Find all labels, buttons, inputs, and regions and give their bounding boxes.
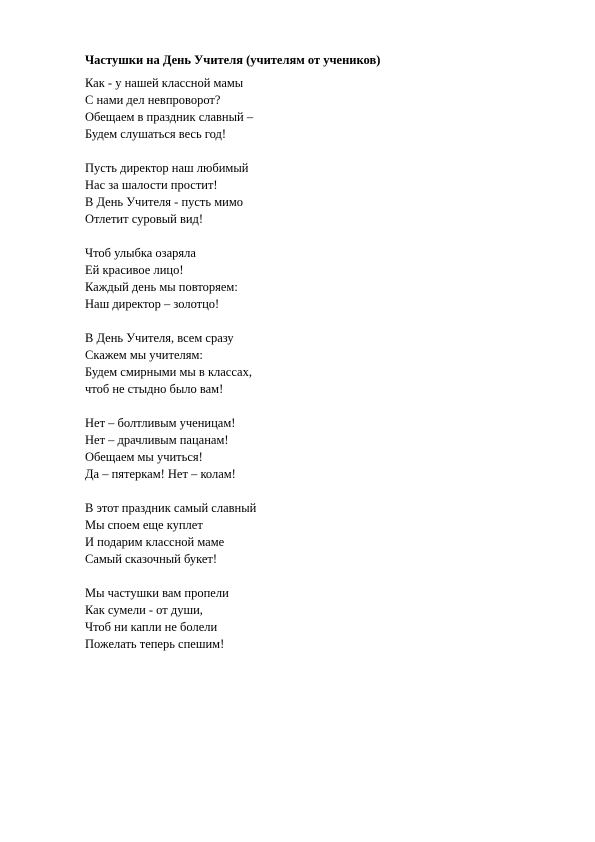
stanza-line: Самый сказочный букет! <box>85 552 218 566</box>
stanza-line: Чтоб ни капли не болели <box>85 620 218 634</box>
stanza-line: Нас за шалости простит! <box>85 178 218 192</box>
stanza-7 <box>85 585 565 653</box>
stanza-line: Обещаем в праздник славный – <box>85 110 254 124</box>
stanza-line: С нами дел невпроворот? <box>85 93 221 107</box>
stanza-line: Как сумели - от души, <box>85 603 203 617</box>
stanza-line: Нет – болтливым ученицам! <box>85 416 236 430</box>
stanza-line: Нет – драчливым пацанам! <box>85 433 229 447</box>
stanza-line: Отлетит суровый вид! <box>85 212 204 226</box>
stanza-line: Будем слушаться весь год! <box>85 127 227 141</box>
stanza-line: Каждый день мы повторяем: <box>85 280 238 294</box>
stanza-line: чтоб не стыдно было вам! <box>85 382 224 396</box>
stanza-line: Будем смирными мы в классах, <box>85 365 252 379</box>
stanza-5 <box>85 415 565 483</box>
stanza-2 <box>85 160 565 228</box>
stanza-line: Как - у нашей классной мамы <box>85 76 244 90</box>
stanza-line: Да – пятеркам! Нет – колам! <box>85 467 236 481</box>
stanza-line: Мы споем еще куплет <box>85 518 203 532</box>
stanza-4 <box>85 330 565 398</box>
document-page <box>85 52 565 670</box>
stanza-line: Пожелать теперь спешим! <box>85 637 225 651</box>
stanza-line: Наш директор – золотцо! <box>85 297 220 311</box>
stanza-line: В этот праздник самый славный <box>85 501 257 515</box>
stanza-line: В День Учителя - пусть мимо <box>85 195 243 209</box>
stanza-line: Скажем мы учителям: <box>85 348 203 362</box>
document-title: Частушки на День Учителя (учителям от учеников) <box>85 53 381 67</box>
stanza-line: Пусть директор наш любимый <box>85 161 249 175</box>
stanza-line: Мы частушки вам пропели <box>85 586 229 600</box>
stanza-1 <box>85 75 565 143</box>
stanza-line: И подарим классной маме <box>85 535 225 549</box>
stanza-line: В День Учителя, всем сразу <box>85 331 234 345</box>
stanza-line: Чтоб улыбка озаряла <box>85 246 196 260</box>
stanza-line: Ей красивое лицо! <box>85 263 184 277</box>
stanza-3 <box>85 245 565 313</box>
stanza-line: Обещаем мы учиться! <box>85 450 203 464</box>
stanza-6 <box>85 500 565 568</box>
